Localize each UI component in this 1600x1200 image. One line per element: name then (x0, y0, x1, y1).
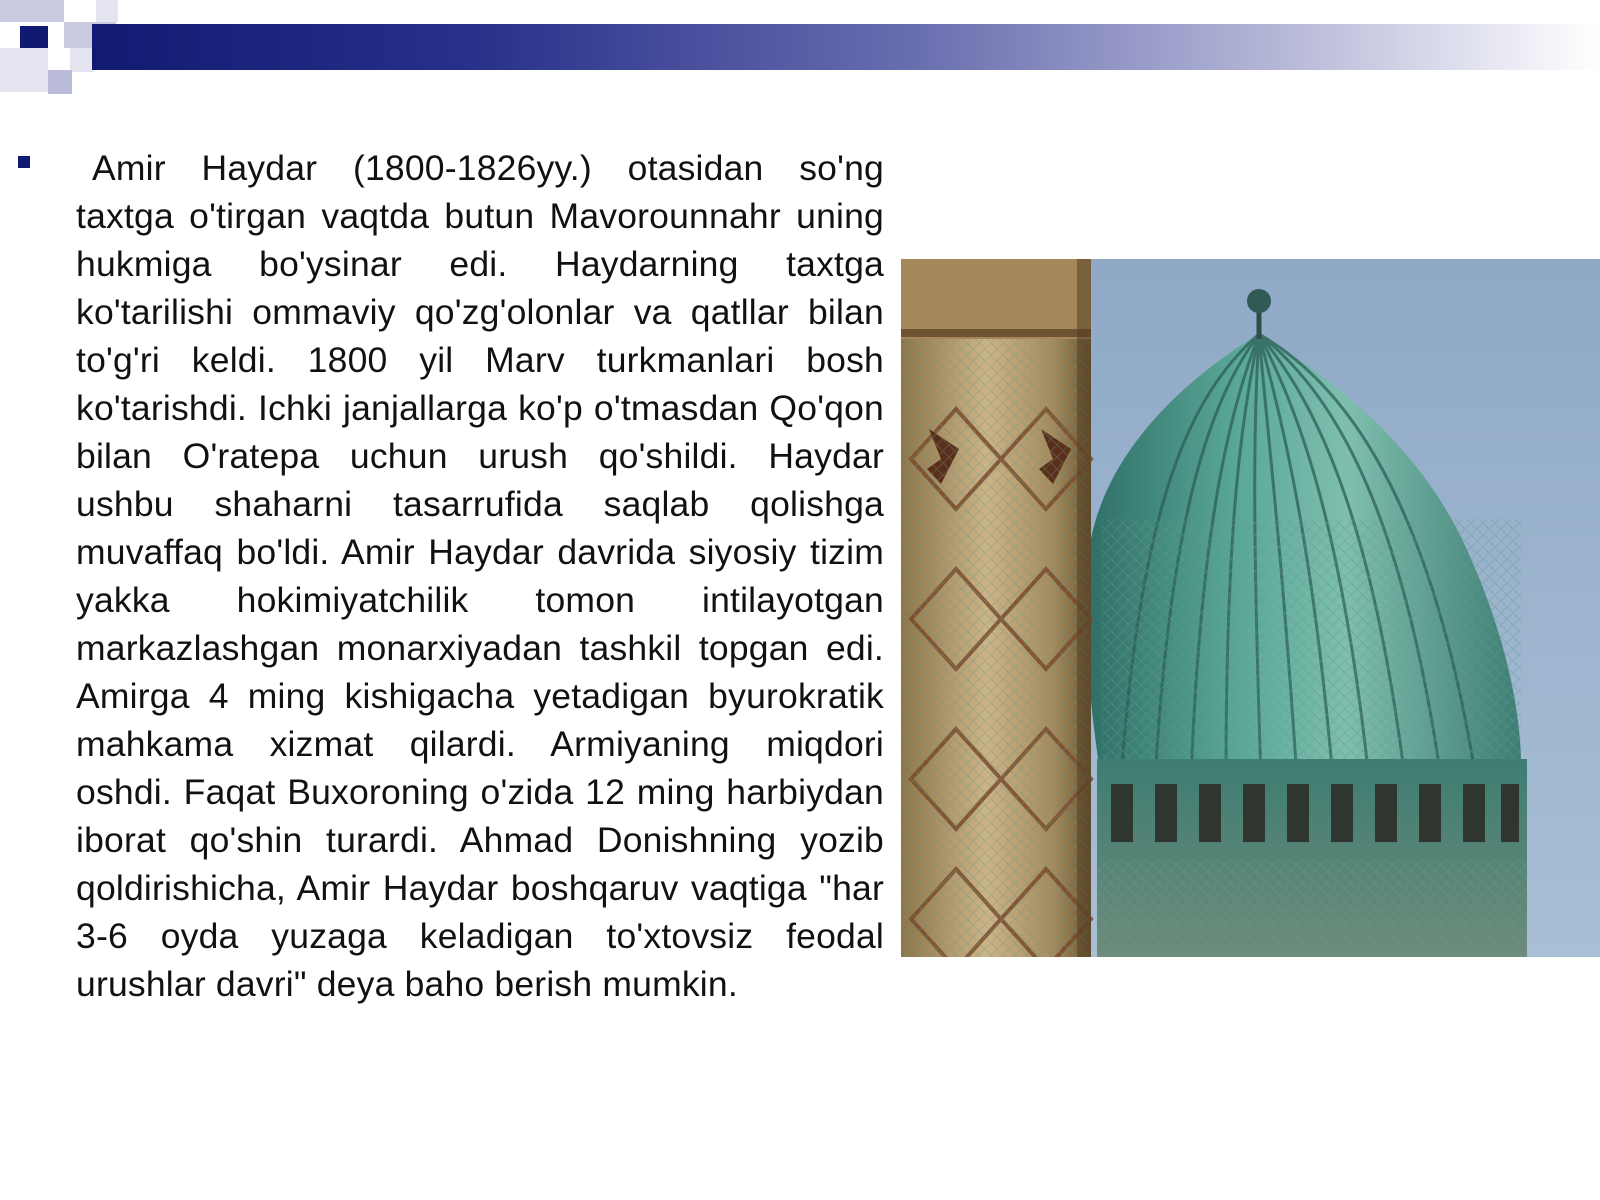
minaret (901, 259, 1091, 957)
body-paragraph: Amir Haydar (1800-1826yy.) otasidan so'ng taxtga o'tirgan vaqtda butun Mavorounnahr uning hukmiga bo'ysinar edi. Haydarning taxtga ko'tarilishi ommaviy qo'zg'olonlar va qatllar bilan to'g'ri keldi. 1800 yil Marv turkmanlari bosh ko'tarishdi. Ichki janjallarga ko'p o'tmasdan Qo'qon bilan O'ratepa uchun urush qo'shildi. Haydar ushbu shaharni tasarrufida saqlab qolishga muvaffaq bo'ldi. Amir Haydar davrida siyosiy tizim yakka hokimiyatchilik tomon intilayotgan markazlashgan monarxiyadan tashkil topgan edi. Amirga 4 ming kishigacha yetadigan byurokratik mahkama xizmat qilardi. Armiyaning miqdori oshdi. Faqat Buxoroning o'zida 12 ming harbiydan iborat qo'shin turardi. Ahmad Donishning yozib qoldirishicha, Amir Haydar boshqaruv vaqtiga "har 3-6 oyda yuzaga keladigan to'xtovsiz feodal urushlar davri" deya baho berish mumkin. (76, 148, 884, 1004)
header-gradient-bar (92, 24, 1600, 70)
header-decoration-square (0, 0, 64, 22)
header-decoration-square (48, 70, 72, 94)
dome-minaret-photo (901, 259, 1600, 957)
header-decoration-square (0, 48, 48, 92)
bullet-square-icon (18, 156, 30, 168)
header-decoration-square (70, 48, 94, 72)
dome-drum (1097, 759, 1527, 957)
header-decoration-square (96, 0, 118, 22)
header-decoration-square (20, 26, 48, 48)
